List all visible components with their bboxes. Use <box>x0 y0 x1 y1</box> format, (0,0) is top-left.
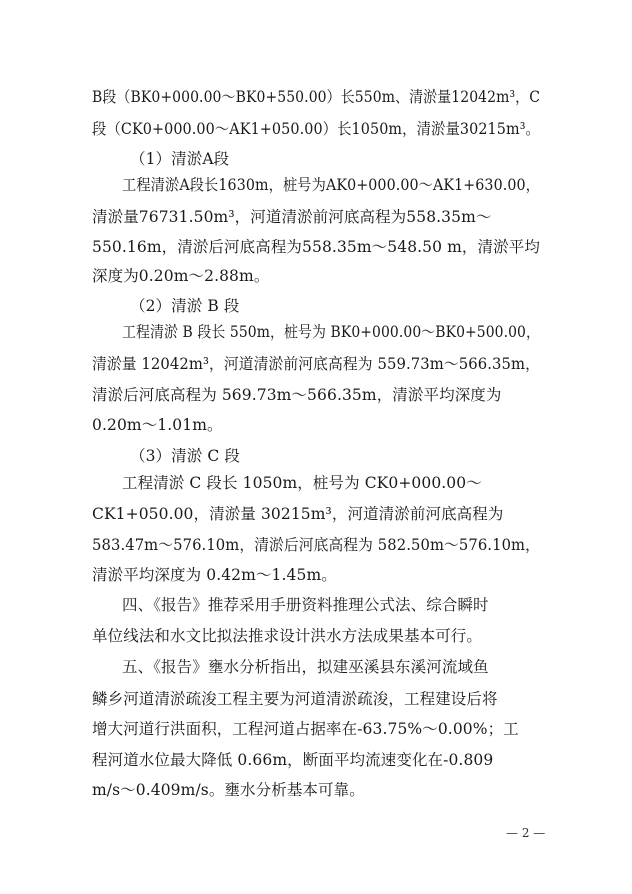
section-heading-a: （1）清淤A段 <box>130 150 230 168</box>
text-line-16: 583.47m～576.10m，清淤后河底高程为 582.50m～576.10m， <box>92 536 540 554</box>
text-line-1: B段（BK0+000.00～BK0+550.00）长550m、清淤量12042m³，C <box>92 88 541 106</box>
page-number: — 2 — <box>506 826 546 840</box>
text-line-17: 清淤平均深度为 0.42m～1.45m。 <box>92 566 337 584</box>
text-line-10: 清淤量 12042m³，河道清淤前河底高程为 559.73m～566.35m， <box>92 355 540 373</box>
text-line-23: 程河道水位最大降低 0.66m，断面平均流速变化在-0.809 <box>92 751 494 769</box>
text-line-4: 工程清淤A段长1630m，桩号为AK0+000.00～AK1+630.00， <box>122 176 541 194</box>
text-line-19: 单位线法和水文比拟法推求设计洪水方法成果基本可行。 <box>92 627 483 645</box>
text-line-15: CK1+050.00，清淤量 30215m³，河道清淤前河底高程为 <box>92 505 504 523</box>
text-line-11: 清淤后河底高程为 569.73m～566.35m，清淤平均深度为 <box>92 386 502 404</box>
text-line-22: 增大河道行洪面积，工程河道占据率在-63.75%～0.00%；工 <box>92 720 519 738</box>
section-heading-c: （3）清淤 C 段 <box>130 447 240 465</box>
text-line-20: 五、《报告》壅水分析指出，拟建巫溪县东溪河流域鱼 <box>122 658 489 676</box>
text-line-14: 工程清淤 C 段长 1050m，桩号为 CK0+000.00～ <box>122 474 482 492</box>
text-line-24: m/s～0.409m/s。壅水分析基本可靠。 <box>92 781 365 799</box>
text-line-9: 工程清淤 B 段长 550m，桩号为 BK0+000.00～BK0+500.00， <box>122 323 541 341</box>
text-line-5: 清淤量76731.50m³，河道清淤前河底高程为558.35m～ <box>92 208 492 226</box>
text-line-7: 深度为0.20m～2.88m。 <box>92 267 270 285</box>
text-line-6: 550.16m，清淤后河底高程为558.35m～548.50 m，清淤平均 <box>92 238 540 256</box>
text-line-18: 四、《报告》推荐采用手册资料推理公式法、综合瞬时 <box>122 596 489 614</box>
section-heading-b: （2）清淤 B 段 <box>130 297 240 315</box>
text-line-2: 段（CK0+000.00～AK1+050.00）长1050m，清淤量30215m³。 <box>92 120 540 138</box>
text-line-12: 0.20m～1.01m。 <box>92 416 223 434</box>
text-line-21: 鳞乡河道清淤疏浚工程主要为河道清淤疏浚，工程建设后将 <box>92 690 498 708</box>
